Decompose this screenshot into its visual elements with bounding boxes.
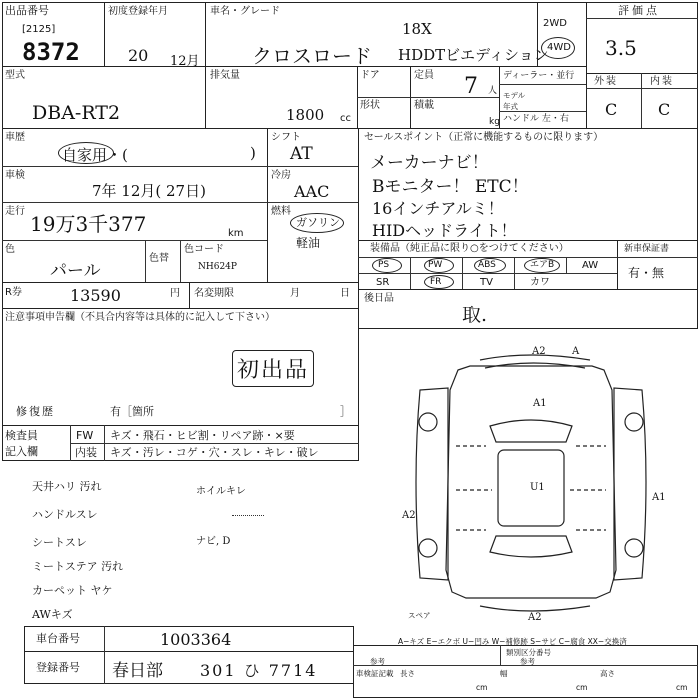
sales-label: セールスポイント（正常に機能するものに限ります） xyxy=(364,132,604,143)
color: パール xyxy=(50,261,101,281)
history-label: 車歴 xyxy=(5,132,25,143)
inspector-label-2: 記入欄 xyxy=(5,445,38,458)
ref2-label: 参考 xyxy=(520,657,535,666)
car-damage-diagram xyxy=(360,330,698,630)
name-change-month: 月 xyxy=(290,288,300,299)
score: 3.5 xyxy=(605,36,637,60)
wheel-rl xyxy=(419,539,437,557)
mark-a2-rear: A2 xyxy=(528,612,542,623)
wheel-fl xyxy=(419,413,437,431)
car-name: クロスロード xyxy=(252,44,372,68)
inspection-label: 車検 xyxy=(5,170,25,181)
cc-unit: cc xyxy=(340,113,351,124)
remark-3: シートスレ xyxy=(32,536,87,549)
eq-leather: カワ xyxy=(530,277,550,288)
first-reg-year: 20 xyxy=(128,46,149,65)
capacity-label: 定員 xyxy=(414,70,434,81)
eq-fr: FR xyxy=(430,277,442,287)
history-circle xyxy=(58,142,114,164)
mark-spare: スペア xyxy=(408,611,431,620)
first-listing-stamp: 初出品 xyxy=(232,350,314,387)
color-label: 色 xyxy=(5,244,15,255)
inspector-label-1: 検査員 xyxy=(5,429,38,442)
rear-value: 取. xyxy=(462,304,488,326)
eq-airbag: エアB xyxy=(530,260,555,270)
cm-1: cm xyxy=(476,683,488,692)
equipment-label: 装備品（純正品に限り○をつけてください） xyxy=(370,243,569,254)
mileage: 19万3千377 xyxy=(30,212,147,236)
inspector-fw: FW xyxy=(76,429,94,442)
class-label: 類別区分番号 xyxy=(506,648,551,657)
mark-a1-hood: A1 xyxy=(533,398,547,409)
model: DBA-RT2 xyxy=(32,102,121,124)
first-reg-label: 初度登録年月 xyxy=(108,6,168,17)
mileage-label: 走行 xyxy=(5,206,25,217)
reg-number: 301 ひ 7714 xyxy=(200,661,318,680)
fuel-label: 燃料 xyxy=(271,206,291,217)
remark-right-1: ホイルキレ xyxy=(196,486,246,497)
fuel-gas: ガソリン xyxy=(296,216,340,229)
remark-2: ハンドルスレ xyxy=(32,508,98,521)
shape-label: 形状 xyxy=(360,100,380,111)
drive-2wd: 2WD xyxy=(543,18,567,29)
scribble xyxy=(232,492,264,516)
repair-value: 有［箇所 xyxy=(110,405,154,418)
recycle-value: 13590 xyxy=(70,286,121,305)
repaint-label: 色替 xyxy=(149,253,169,264)
capacity-unit: 人 xyxy=(488,86,498,96)
eq-pw: PW xyxy=(428,260,443,270)
repair-label: 修復歴 xyxy=(16,405,55,418)
interior-label: 内装 xyxy=(650,76,674,87)
remark-4: ミートステア 汚れ xyxy=(32,560,124,573)
notes-label: 注意事項申告欄（不具合内容等は具体的に記入して下さい） xyxy=(5,312,275,323)
eq-tv: TV xyxy=(480,277,493,288)
history-box xyxy=(2,128,268,283)
shift-label: シフト xyxy=(271,132,301,143)
inspection: 7年 12月( 27日) xyxy=(92,182,206,200)
mark-a-top: A xyxy=(572,346,580,357)
height-label: 高さ xyxy=(600,669,615,678)
first-reg-month: 12月 xyxy=(170,54,200,69)
name-change-label: 名変期限 xyxy=(194,288,234,299)
mark-a2-left: A2 xyxy=(402,510,416,521)
eq-aw: AW xyxy=(582,260,599,271)
displacement-label: 排気量 xyxy=(210,70,240,81)
model-year-label: モデル年式 xyxy=(503,91,526,111)
warranty-label: 新車保証書 xyxy=(624,244,670,254)
color-code: NH624P xyxy=(198,262,237,272)
exterior-label: 外装 xyxy=(594,76,618,87)
cm-2: cm xyxy=(576,683,588,692)
displacement: 1800 xyxy=(286,106,325,124)
aircon: AAC xyxy=(294,182,330,201)
grade: HDDTビエディション xyxy=(398,46,549,64)
history-value: 自家用・( xyxy=(62,146,128,164)
remark-1: 天井ハリ 汚れ xyxy=(32,480,102,493)
eq-sr: SR xyxy=(376,277,390,288)
lot-number: 8372 xyxy=(22,38,80,66)
dealer-label: ディーラー・並行 xyxy=(503,71,575,81)
km-unit: km xyxy=(228,228,244,239)
remark-6: AWキズ xyxy=(32,608,73,621)
sales-line-4: HIDヘッドライト！ xyxy=(372,221,517,240)
handle-label: ハンドル 左・右 xyxy=(503,114,569,124)
load-label: 積載 xyxy=(414,100,434,111)
ref-label: 参考 xyxy=(370,657,385,666)
inspector-row2: キズ・汚レ・コゲ・穴・スレ・キレ・破レ xyxy=(110,446,319,459)
lot-label: 出品番号 xyxy=(5,4,49,17)
chassis-label: 車台番号 xyxy=(36,632,80,645)
inspector-row1: キズ・飛石・ヒビ割・リペア跡・×要 xyxy=(110,429,295,442)
eq-ps: PS xyxy=(378,260,390,270)
eq-abs: ABS xyxy=(478,260,496,270)
color-code-label: 色コード xyxy=(184,244,224,255)
capacity: 7 xyxy=(464,74,478,99)
width-label: 幅 xyxy=(500,669,508,678)
remark-right-2: ナビ, D xyxy=(196,536,231,547)
wheel-fr xyxy=(625,413,643,431)
size-label: 車検証記載 xyxy=(356,669,394,678)
sales-line-2: Bモニター！ ETC！ xyxy=(372,177,529,197)
repair-close: ］ xyxy=(340,405,351,418)
warranty-value: 有・無 xyxy=(628,266,665,280)
grade-top: 18X xyxy=(402,20,432,38)
drive-4wd: 4WD xyxy=(547,42,571,53)
score-label: 評価点 xyxy=(618,4,660,17)
model-label: 型式 xyxy=(5,70,25,81)
lot-sub: [2125] xyxy=(22,24,56,35)
name-change-day: 日 xyxy=(340,288,350,299)
chassis: 1003364 xyxy=(160,630,232,649)
interior-value: C xyxy=(658,100,671,119)
remark-5: カーペット ヤケ xyxy=(32,584,113,597)
mark-u1-roof: U1 xyxy=(530,482,545,493)
exterior-value: C xyxy=(605,100,618,119)
door-label: ドア xyxy=(360,70,380,81)
recycle-yen: 円 xyxy=(170,288,180,299)
recycle-label: R券 xyxy=(5,287,22,298)
length-label: 長さ xyxy=(400,669,415,678)
reg-label: 登録番号 xyxy=(36,661,80,674)
cm-3: cm xyxy=(676,683,688,692)
aircon-label: 冷房 xyxy=(271,170,291,181)
rear-label: 後日品 xyxy=(364,293,394,304)
sales-line-3: 16インチアルミ！ xyxy=(372,199,504,218)
rear-box xyxy=(358,289,698,329)
reg-place: 春日部 xyxy=(112,661,163,681)
mark-a1-right: A1 xyxy=(652,492,666,503)
mark-a2-top: A2 xyxy=(532,346,546,357)
sales-line-1: メーカーナビ！ xyxy=(370,153,489,173)
history-paren: ) xyxy=(250,144,256,162)
damage-legend: A−キズ E−エクボ U−凹み W−補修跡 S−サビ C−腐食 XX−交換済 xyxy=(398,637,627,646)
inspector-interior: 内装 xyxy=(75,446,97,459)
shift: AT xyxy=(290,144,313,164)
kg-unit: kg xyxy=(489,117,500,127)
wheel-rr xyxy=(625,539,643,557)
fuel-diesel: 軽油 xyxy=(296,236,321,250)
car-name-label: 車名・グレード xyxy=(210,6,280,17)
